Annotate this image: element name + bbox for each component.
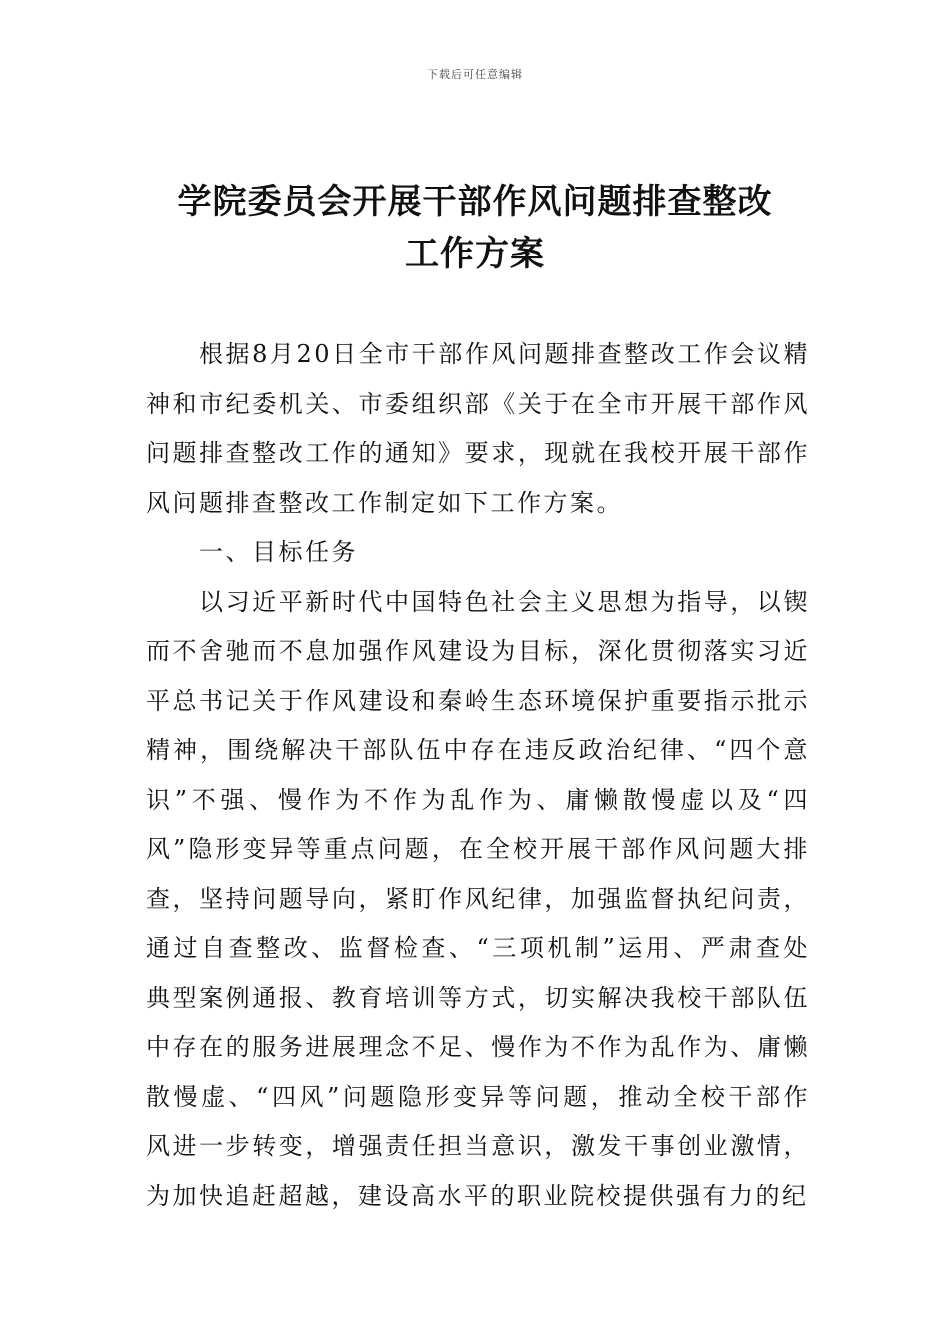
title-line-1: 学院委员会开展干部作风问题排查整改	[177, 182, 773, 222]
document-title	[120, 176, 830, 280]
goals-paragraph: 以习近平新时代中国特色社会主义思想为指导，以锲而不舍驰而不息加强作风建设为目标，深化贯彻落实习近平总书记关于作风建设和秦岭生态环境保护重要指示批示精神，围绕解决干部队伍中存在违反政治纪律、“四个意识”不强、慢作为不作为乱作为、庸懒散慢虚以及“四风”隐形变异等重点问题，在全校开展干部作风问题大排查，坚持问题导向，紧盯作风纪律，加强监督执纪问责，通过自查整改、监督检查、“三项机制”运用、严肃查处典型案例通报、教育培训等方式，切实解决我校干部队伍中存在的服务进展理念不足、慢作为不作为乱作为、庸懒散慢虚、“四风”问题隐形变异等问题，推动全校干部作风进一步转变，增强责任担当意识，激发干事创业激情，为加快追赶超越，建设高水平的职业院校提供强有力的纪	[146, 587, 810, 1210]
intro-paragraph: 根据8月20日全市干部作风问题排查整改工作会议精神和市纪委机关、市委组织部《关于在全市开展干部作风问题排查整改工作的通知》要求，现就在我校开展干部作风问题排查整改工作制定如下工作方案。	[146, 340, 810, 517]
document-body	[146, 330, 810, 1221]
section-heading-goals: 一、目标任务	[199, 538, 358, 566]
header-note: 下载后可任意编辑	[427, 68, 523, 81]
title-line-2: 工作方案	[405, 234, 545, 274]
